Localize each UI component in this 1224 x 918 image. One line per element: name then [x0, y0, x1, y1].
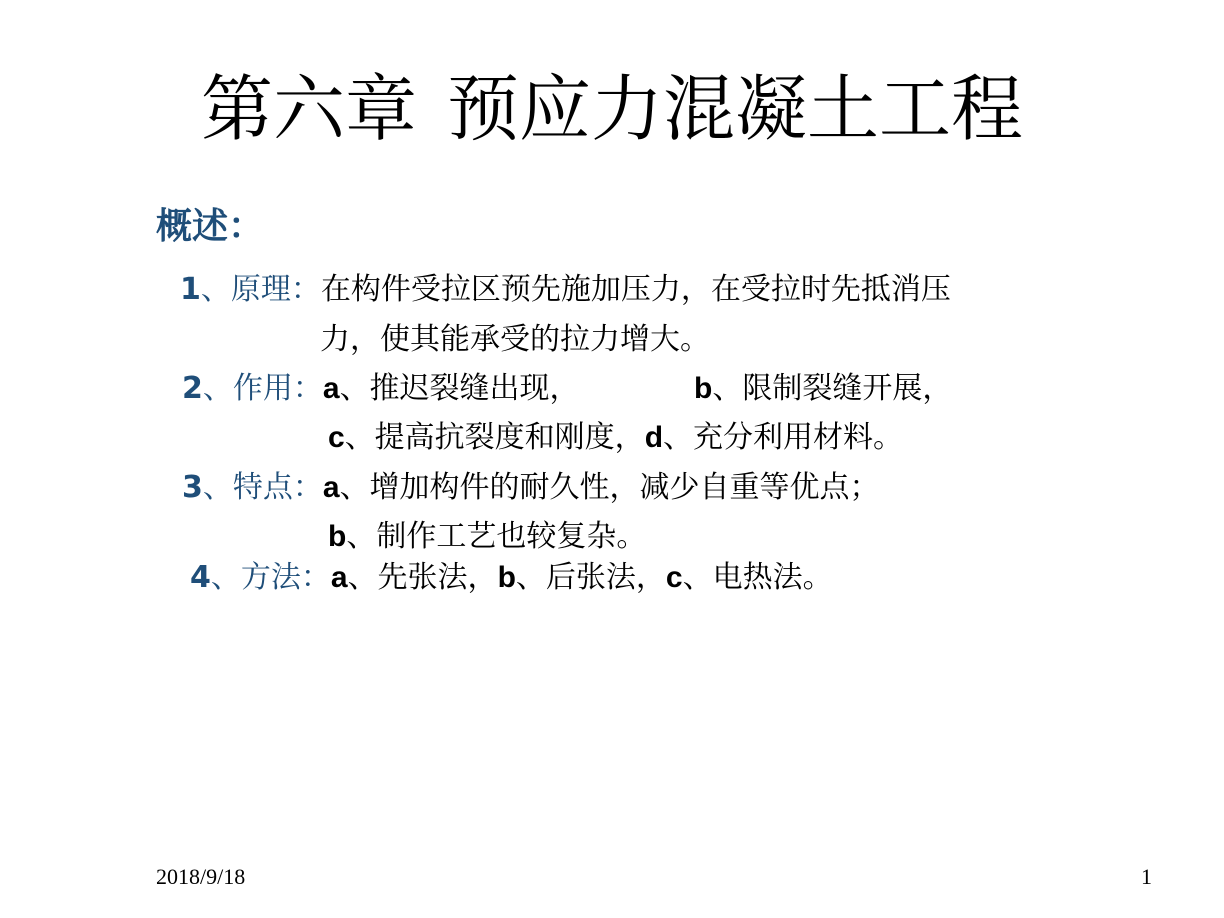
item-2-a-letter: a [322, 372, 340, 405]
page-number: 1 [1141, 864, 1152, 889]
item-3-label: 特点： [232, 470, 323, 505]
item-3-number: 3 [182, 470, 203, 505]
item-2-label: 作用： [232, 371, 323, 406]
item-4-label: 方法： [240, 560, 331, 595]
item-3-a-text: 、增加构件的耐久性，减少自重等优点； [339, 470, 880, 505]
item-1-sep: 、 [200, 272, 231, 307]
item-3-a-letter: a [322, 471, 340, 504]
item-1-text-1: 在构件受拉区预先施加压力，在受拉时先抵消压 [320, 272, 951, 307]
item-4-c-text: 、电热法。 [682, 560, 833, 595]
item-2-line-1b [694, 369, 952, 409]
item-1-line-1 [180, 270, 951, 310]
item-4-a-text: 、先张法， [347, 560, 498, 595]
item-2-c-letter: c [328, 421, 345, 454]
item-2-a-text: 、推迟裂缝出现， [339, 371, 580, 406]
title-chapter: 第六章 [200, 67, 417, 151]
item-4-number: 4 [190, 560, 211, 595]
item-2-d-letter: d [644, 421, 664, 454]
item-1-label: 原理： [230, 272, 321, 307]
section-heading: 概述： [156, 206, 265, 247]
title-topic: 预应力混凝土工程 [447, 67, 1024, 151]
item-4-c-letter: c [665, 561, 683, 594]
item-4-b-letter: b [497, 561, 516, 594]
item-2-c-text: 、提高抗裂度和刚度， [344, 420, 645, 455]
item-2-number: 2 [182, 371, 203, 406]
item-3-sep: 、 [202, 470, 233, 505]
item-4-line-1 [190, 558, 833, 598]
item-3-line-2 [328, 517, 646, 557]
item-2-d-text: 、充分利用材料。 [663, 420, 904, 455]
item-1-line-2 [320, 320, 710, 360]
item-1-text-2: 力，使其能承受的拉力增大。 [320, 322, 710, 357]
item-2-line-2 [328, 418, 903, 458]
item-3-line-1 [182, 468, 880, 508]
item-2-b-text: 、限制裂缝开展， [712, 371, 953, 406]
item-3-b-text: 、制作工艺也较复杂。 [346, 519, 647, 554]
footer-date: 2018/9/18 [156, 864, 246, 889]
item-2-sep: 、 [202, 371, 233, 406]
item-3-b-letter: b [328, 520, 347, 553]
item-1-number: 1 [180, 272, 201, 307]
item-2-line-1 [182, 369, 580, 409]
item-2-b-letter: b [694, 372, 713, 405]
slide-title [0, 66, 1224, 152]
item-4-sep: 、 [210, 560, 241, 595]
item-4-b-text: 、后张法， [515, 560, 666, 595]
item-4-a-letter: a [330, 561, 348, 594]
